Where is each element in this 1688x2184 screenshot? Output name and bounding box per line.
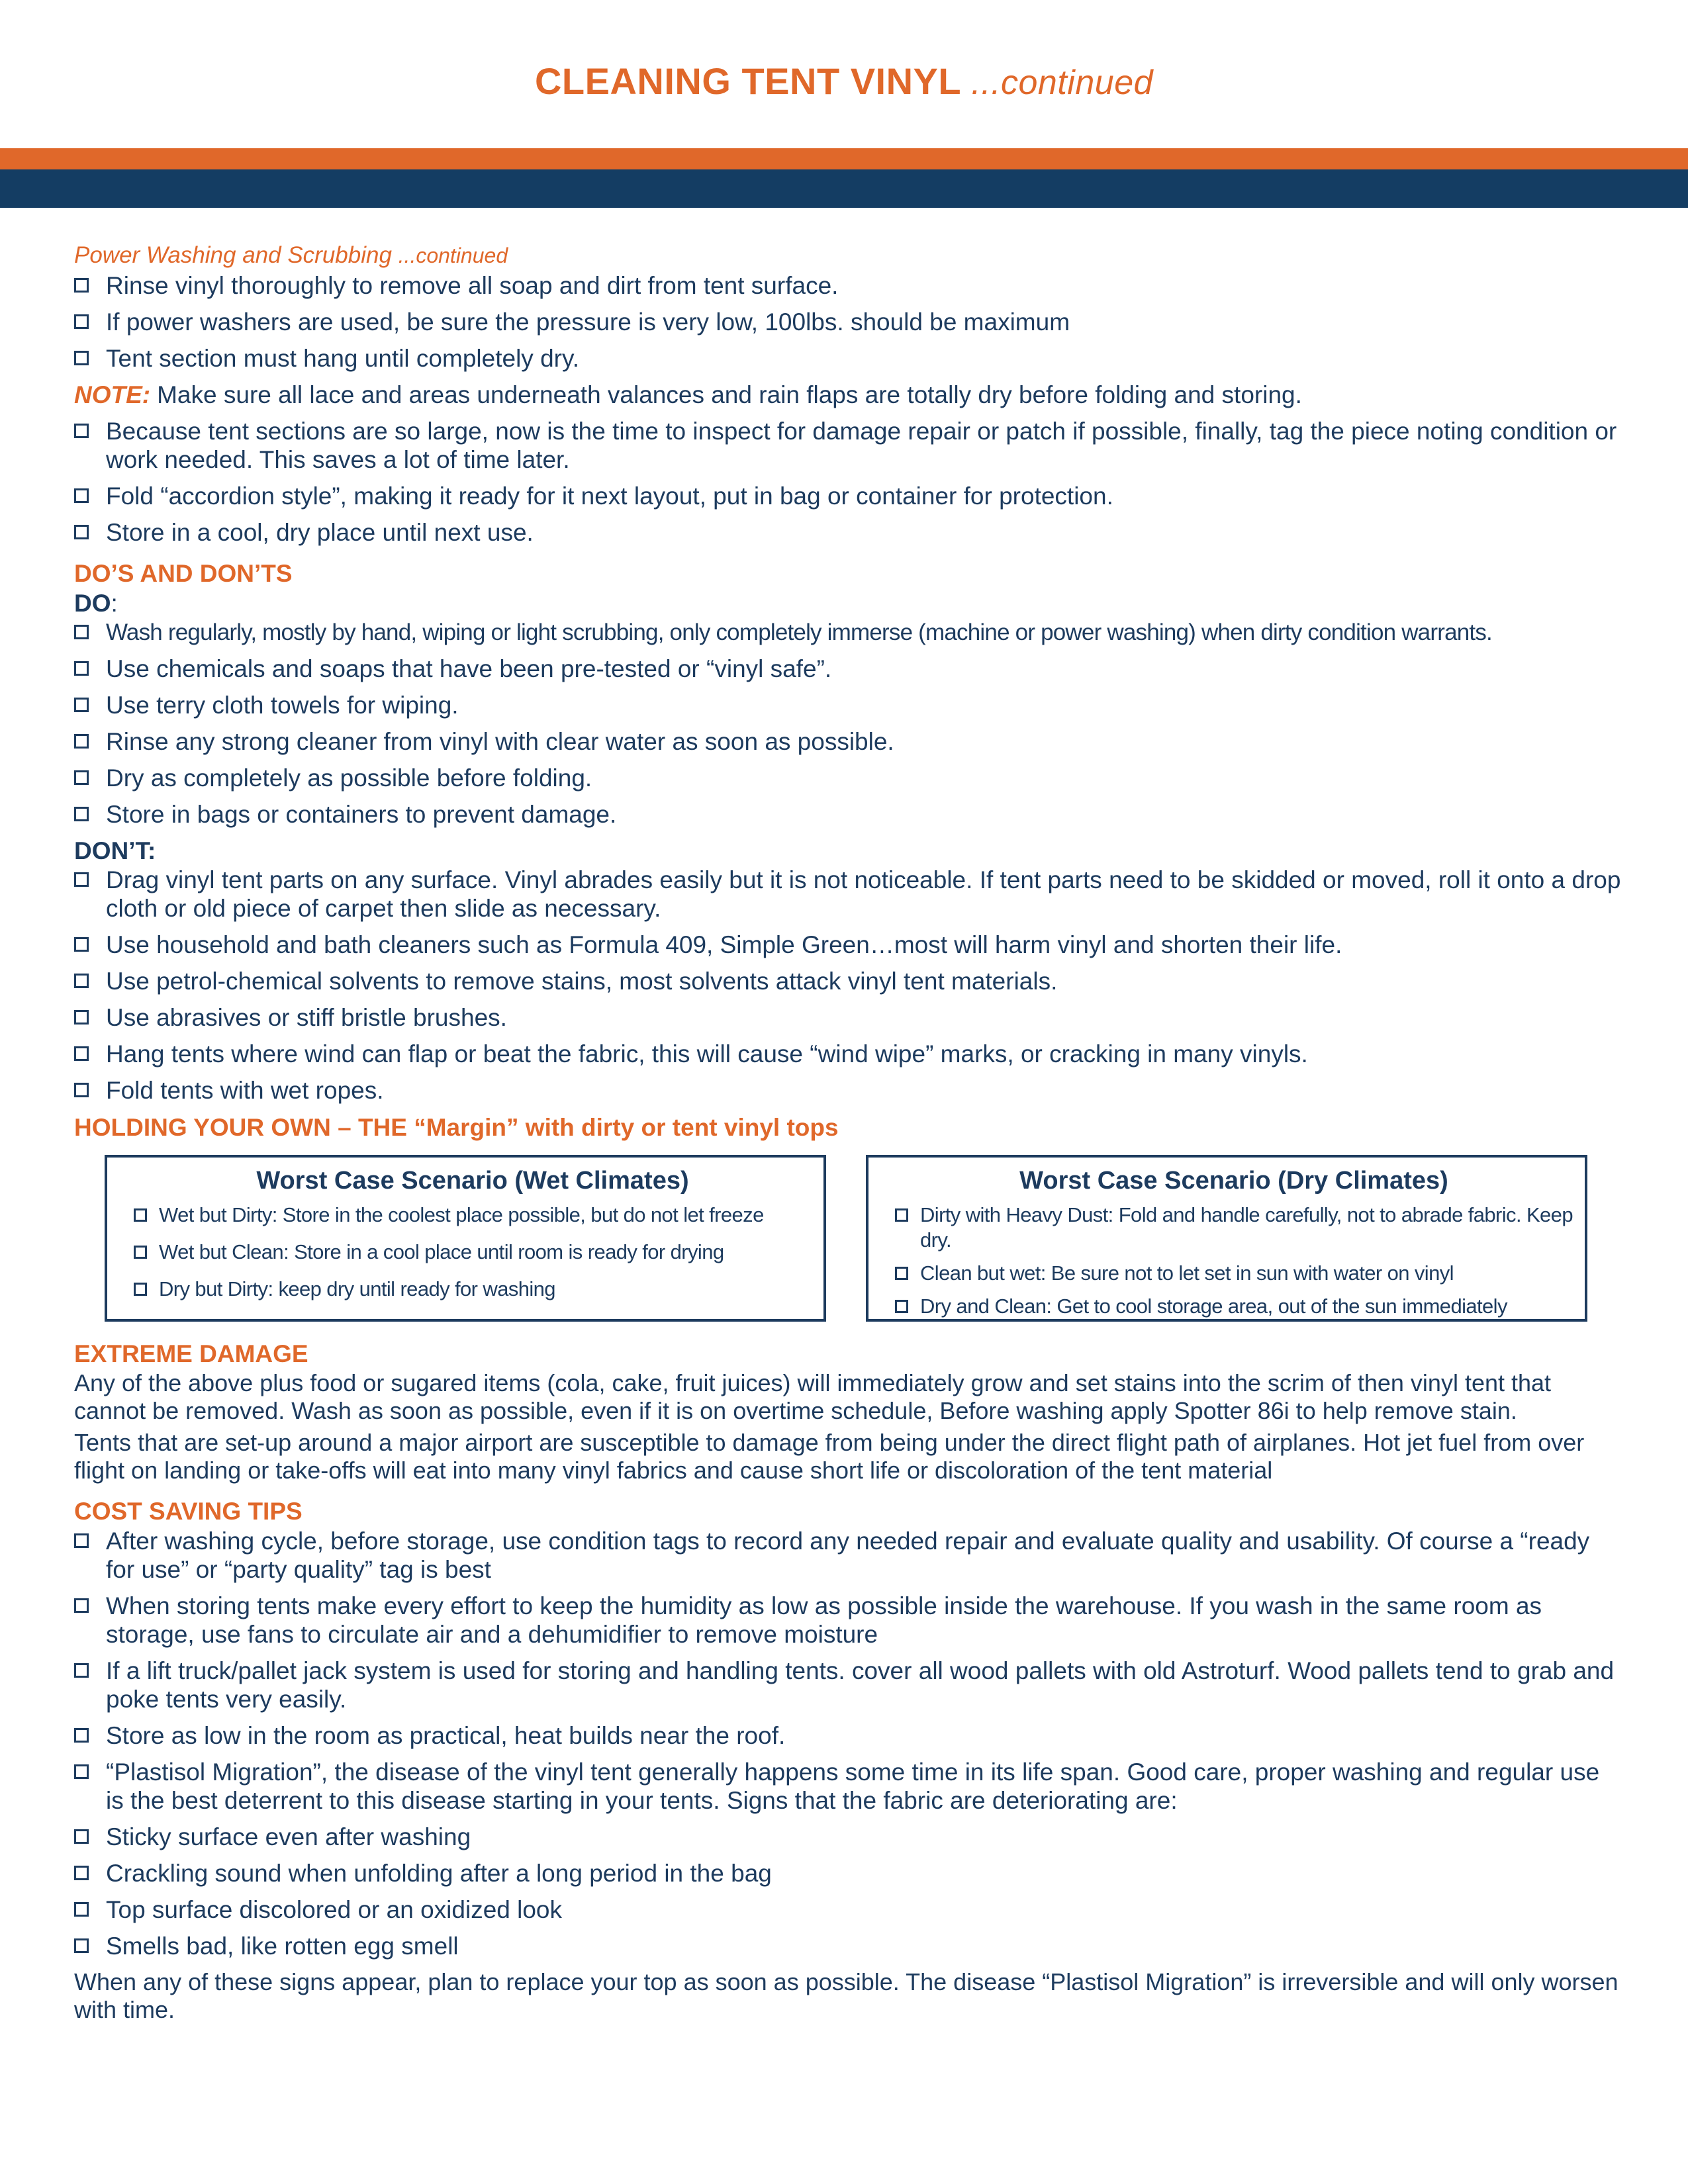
checklist-item <box>74 967 1623 995</box>
checklist-item-text: When storing tents make every effort to keep the humidity as low as possible inside the warehouse. If you wash in the same room as storage, use fans to circulate air and a dehumidifier to remove moisture <box>106 1592 1542 1648</box>
checklist-item <box>74 1859 1623 1888</box>
scenario-item <box>895 1203 1573 1253</box>
checkbox[interactable] <box>895 1267 908 1280</box>
checklist-item <box>74 800 1623 829</box>
checklist-item-text: Use petrol-chemical solvents to remove stains, most solvents attack vinyl tent materials. <box>106 968 1058 995</box>
page-title <box>0 60 1688 103</box>
checklist-item <box>74 1003 1623 1032</box>
checklist-item-text: If power washers are used, be sure the pressure is very low, 100lbs. should be maximum <box>106 308 1070 336</box>
section-heading-dos-donts: DO’S AND DON’TS <box>74 560 293 587</box>
checklist-item <box>74 618 1623 647</box>
scenario-item <box>895 1294 1573 1319</box>
page-title-suffix: ...continued <box>971 64 1154 102</box>
checklist-item-text: Use abrasives or stiff bristle brushes. <box>106 1004 507 1031</box>
checkbox[interactable] <box>895 1300 908 1313</box>
power-washing-subtitle-text: Power Washing and Scrubbing <box>74 242 392 268</box>
checkbox[interactable] <box>74 937 89 952</box>
scenario-item-text: Dirty with Heavy Dust: Fold and handle carefully, not to abrade fabric. Keep dry. <box>920 1203 1573 1251</box>
checklist-item <box>74 1040 1623 1068</box>
checklist-item-text: After washing cycle, before storage, use condition tags to record any needed repair and evaluate quality and usability. Of course a “ready for use” or “party quality” tag is best <box>106 1527 1590 1583</box>
header-band-orange <box>0 148 1688 169</box>
checkbox[interactable] <box>74 661 89 676</box>
checklist-item-text: Rinse any strong cleaner from vinyl with clear water as soon as possible. <box>106 728 894 755</box>
power-washing-subtitle <box>74 240 1623 271</box>
header-band-navy <box>0 169 1688 208</box>
checklist-item-text: Use chemicals and soaps that have been pre-tested or “vinyl safe”. <box>106 655 832 682</box>
scenario-item-text: Dry but Dirty: keep dry until ready for washing <box>159 1277 555 1300</box>
checklist-item <box>74 1076 1623 1105</box>
extreme-paragraph: Tents that are set-up around a major airport are susceptible to damage from being under the direct flight path of airplanes. Hot jet fuel from over flight on landing or take-offs will eat into many vinyl fabrics and cause short life or discoloration of the tent material <box>74 1429 1585 1484</box>
checklist-item <box>74 417 1623 474</box>
checkbox[interactable] <box>134 1208 147 1222</box>
section-heading-extreme: EXTREME DAMAGE <box>74 1340 308 1367</box>
dry-climates-box <box>866 1155 1587 1322</box>
checkbox[interactable] <box>74 1829 89 1844</box>
scenario-item <box>134 1240 812 1265</box>
checklist-item-text: Fold tents with wet ropes. <box>106 1077 384 1104</box>
checkbox[interactable] <box>134 1246 147 1259</box>
checkbox[interactable] <box>74 1533 89 1548</box>
dry-climates-title: Worst Case Scenario (Dry Climates) <box>1019 1167 1448 1195</box>
checkbox[interactable] <box>74 1663 89 1678</box>
checkbox[interactable] <box>74 974 89 988</box>
do-label-colon: : <box>111 590 118 617</box>
checkbox[interactable] <box>895 1208 908 1222</box>
checklist-item-text: Use terry cloth towels for wiping. <box>106 692 459 719</box>
checkbox[interactable] <box>74 807 89 821</box>
checklist-item-text: Store as low in the room as practical, heat builds near the roof. <box>106 1722 786 1749</box>
checklist-item <box>74 764 1623 792</box>
checklist-item-text: “Plastisol Migration”, the disease of the vinyl tent generally happens some time in its life span. Good care, proper washing and regular use is the best deterrent to this disease starting in your tents. Signs that the fabric are deteriorating are: <box>106 1758 1600 1814</box>
checklist-item <box>74 1895 1623 1924</box>
checkbox[interactable] <box>74 770 89 785</box>
section-heading-holding: HOLDING YOUR OWN – THE “Margin” with dirty or tent vinyl tops <box>74 1114 839 1141</box>
checklist-item <box>74 482 1623 510</box>
section-heading-cost: COST SAVING TIPS <box>74 1498 303 1525</box>
checklist-item-text: If a lift truck/pallet jack system is used for storing and handling tents. cover all wood pallets with old Astroturf. Wood pallets tend to grab and poke tents very easily. <box>106 1657 1615 1713</box>
closing-paragraph: When any of these signs appear, plan to replace your top as soon as possible. The disease “Plastisol Migration” is irreversible and will only worsen with time. <box>74 1968 1618 2023</box>
wet-climates-title: Worst Case Scenario (Wet Climates) <box>256 1167 689 1195</box>
checklist-item-text: Hang tents where wind can flap or beat the fabric, this will cause “wind wipe” marks, or cracking in many vinyls. <box>106 1040 1308 1068</box>
checklist-item-text: Store in bags or containers to prevent damage. <box>106 801 617 828</box>
do-label <box>74 589 1623 618</box>
power-washing-subtitle-suffix: ...continued <box>398 244 508 267</box>
checklist-item <box>74 518 1623 547</box>
checklist-item <box>74 866 1623 923</box>
checklist-item-text: Wash regularly, mostly by hand, wiping or light scrubbing, only completely immerse (machine or power washing) when dirty condition warrants. <box>106 619 1492 645</box>
checklist-item <box>74 308 1623 336</box>
checkbox[interactable] <box>74 1764 89 1779</box>
checklist-item <box>74 655 1623 683</box>
checkbox[interactable] <box>74 488 89 503</box>
scenario-item-text: Wet but Clean: Store in a cool place until room is ready for drying <box>159 1240 724 1263</box>
checklist-item-text: Sticky surface even after washing <box>106 1823 471 1850</box>
scenario-item <box>134 1203 812 1228</box>
checkbox[interactable] <box>74 1083 89 1097</box>
extreme-paragraph: Any of the above plus food or sugared items (cola, cake, fruit juices) will immediately grow and set stains into the scrim of then vinyl tent that cannot be removed. Wash as soon as possible, even if it is on overtime schedule, Before washing apply Spotter 86i to help remove stain. <box>74 1369 1552 1424</box>
checkbox[interactable] <box>74 424 89 438</box>
checkbox[interactable] <box>134 1283 147 1296</box>
do-label-text: DO <box>74 590 111 617</box>
checklist-item-text: Drag vinyl tent parts on any surface. Vinyl abrades easily but it is not noticeable. If tent parts need to be skidded or moved, roll it onto a drop cloth or old piece of carpet then slide as necessary. <box>106 866 1621 922</box>
checklist-item <box>74 1592 1623 1649</box>
checklist-item <box>74 1721 1623 1750</box>
checklist-item-text: Tent section must hang until completely dry. <box>106 345 579 372</box>
dont-label: DON’T: <box>74 837 156 864</box>
checkbox[interactable] <box>74 1902 89 1917</box>
page-title-text: CLEANING TENT VINYL <box>534 60 961 102</box>
checkbox[interactable] <box>74 1010 89 1024</box>
scenario-item-text: Clean but wet: Be sure not to let set in sun with water on vinyl <box>920 1261 1454 1285</box>
scenario-item-text: Wet but Dirty: Store in the coolest place possible, but do not let freeze <box>159 1203 764 1226</box>
note-text: Make sure all lace and areas underneath valances and rain flaps are totally dry before folding and storing. <box>157 381 1302 408</box>
note <box>74 381 1623 409</box>
checklist-item <box>74 931 1623 959</box>
checkbox[interactable] <box>74 351 89 365</box>
checkbox[interactable] <box>74 1866 89 1880</box>
scenario-item <box>134 1277 812 1302</box>
document-body <box>74 240 1623 2028</box>
checklist-item-text: Dry as completely as possible before folding. <box>106 764 592 792</box>
wet-climates-box <box>105 1155 826 1322</box>
checkbox[interactable] <box>74 314 89 329</box>
checkbox[interactable] <box>74 525 89 539</box>
checkbox[interactable] <box>74 278 89 293</box>
checkbox[interactable] <box>74 698 89 712</box>
checklist-item-text: Top surface discolored or an oxidized look <box>106 1896 562 1923</box>
scenario-boxes <box>105 1155 1587 1322</box>
checklist-item-text: Smells bad, like rotten egg smell <box>106 1933 459 1960</box>
scenario-item-text: Dry and Clean: Get to cool storage area, out of the sun immediately <box>920 1295 1507 1318</box>
checklist-item <box>74 727 1623 756</box>
checklist-item-text: Because tent sections are so large, now is the time to inspect for damage repair or patch if possible, finally, tag the piece noting condition or work needed. This saves a lot of time later. <box>106 418 1617 473</box>
checkbox[interactable] <box>74 1046 89 1061</box>
checklist-item <box>74 1932 1623 1960</box>
checklist-item <box>74 1657 1623 1713</box>
checklist-item-text: Use household and bath cleaners such as Formula 409, Simple Green…most will harm vinyl and shorten their life. <box>106 931 1342 958</box>
checklist-item-text: Fold “accordion style”, making it ready for it next layout, put in bag or container for protection. <box>106 482 1113 510</box>
checkbox[interactable] <box>74 1938 89 1953</box>
checkbox[interactable] <box>74 1598 89 1613</box>
note-label: NOTE: <box>74 381 151 408</box>
checkbox[interactable] <box>74 625 89 639</box>
checkbox[interactable] <box>74 734 89 749</box>
checklist-item-text: Crackling sound when unfolding after a long period in the bag <box>106 1860 772 1887</box>
checkbox[interactable] <box>74 872 89 887</box>
checklist-item <box>74 271 1623 300</box>
checklist-item <box>74 1823 1623 1851</box>
checklist-item <box>74 1527 1623 1584</box>
scenario-item <box>895 1261 1573 1286</box>
checklist-item <box>74 691 1623 719</box>
checkbox[interactable] <box>74 1728 89 1743</box>
checklist-item-text: Rinse vinyl thoroughly to remove all soap and dirt from tent surface. <box>106 272 839 299</box>
checklist-item-text: Store in a cool, dry place until next use. <box>106 519 534 546</box>
checklist-item <box>74 344 1623 373</box>
checklist-item <box>74 1758 1623 1815</box>
